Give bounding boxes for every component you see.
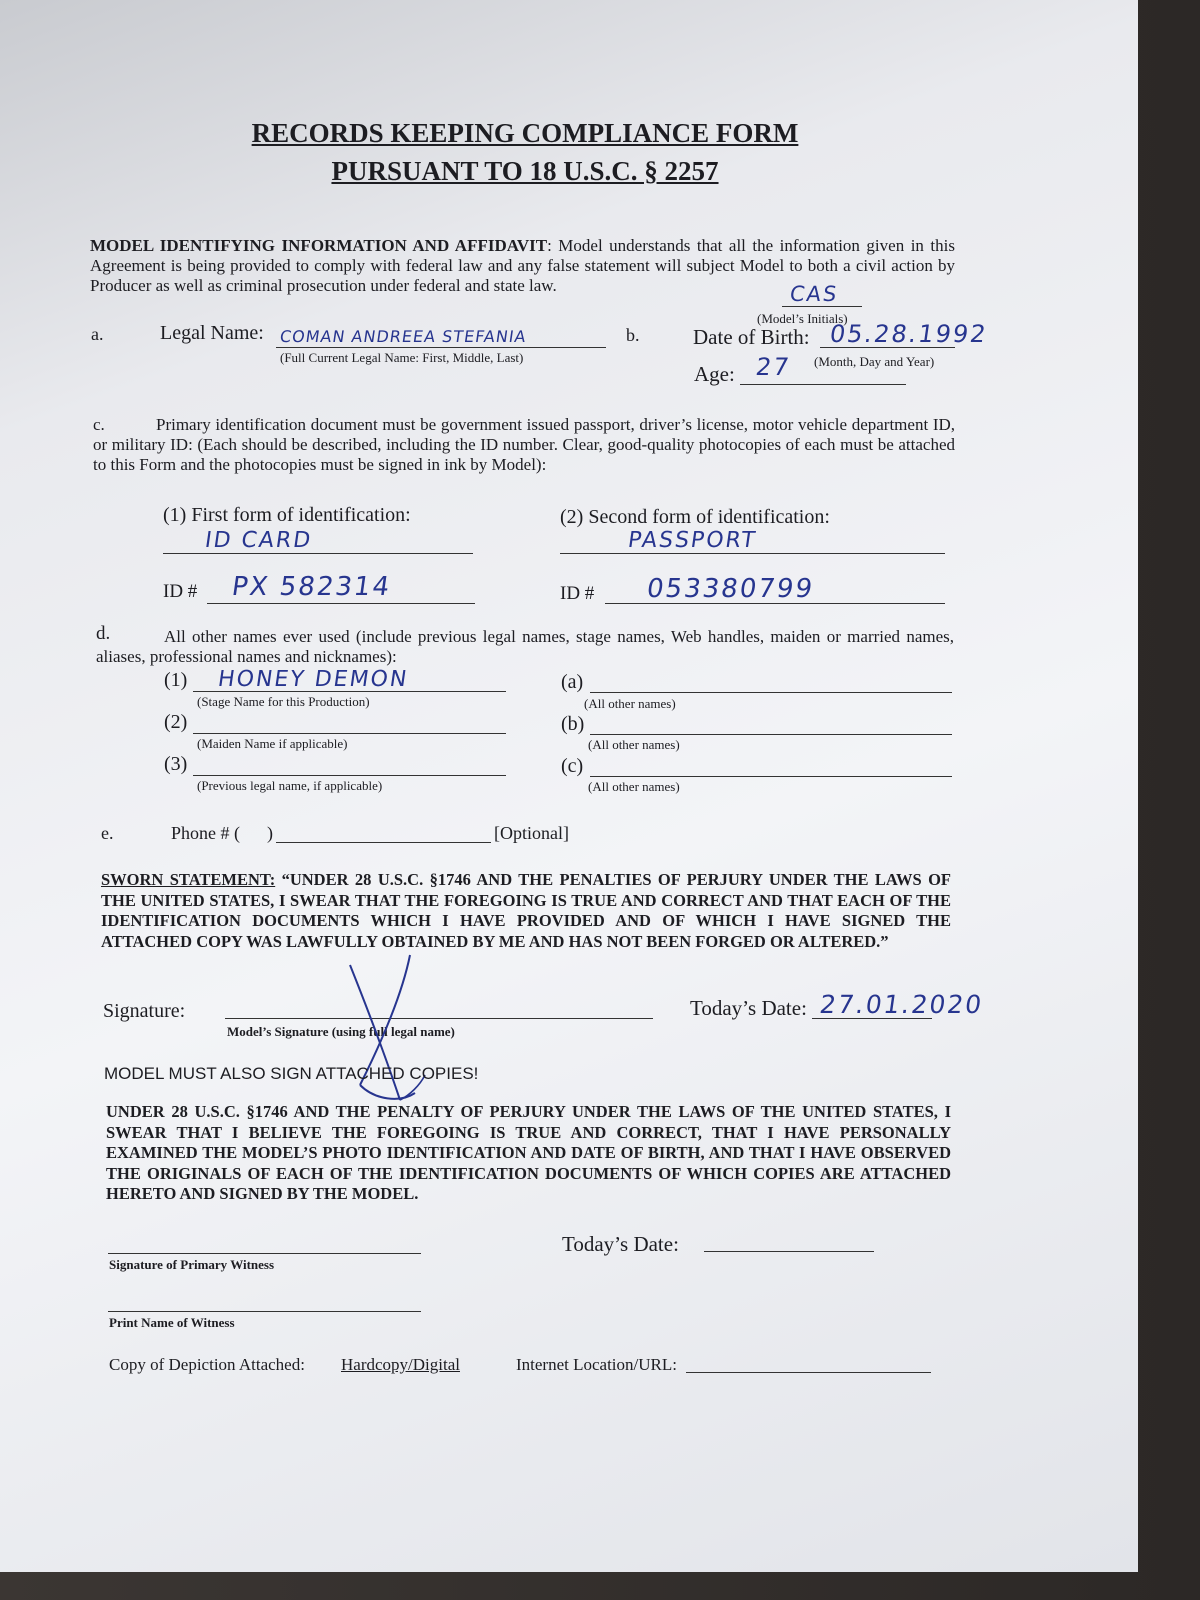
name3-marker: (3)	[164, 753, 188, 775]
witness-signature-caption: Signature of Primary Witness	[109, 1257, 275, 1272]
id1-number-line	[207, 603, 475, 604]
age-label: Age:	[694, 362, 735, 386]
sworn-statement	[101, 870, 951, 952]
item-d-marker: d.	[96, 623, 111, 644]
name-c-caption: (All other names)	[588, 779, 680, 794]
item-c-paragraph	[93, 415, 955, 475]
witness-print-caption: Print Name of Witness	[109, 1315, 235, 1330]
copy-value: Hardcopy/Digital	[341, 1355, 460, 1374]
name-b-caption: (All other names)	[588, 737, 680, 752]
id2-line	[560, 553, 945, 554]
witness-statement: UNDER 28 U.S.C. §1746 AND THE PENALTY OF PERJURY UNDER THE LAWS OF THE UNITED STATES, I SWEAR THAT I BELIEVE THE FOREGOING IS TRUE AND CORRECT, THAT I HAVE PERSONALLY EXAMINED THE MODEL’S PHOTO IDENTIFICATION AND DATE OF BIRTH, AND THAT I HAVE OBSERVED THE ORIGINALS OF EACH OF THE IDENTIFICATION DOCUMENTS OF WHICH COPIES ARE ATTACHED HERETO AND SIGNED BY THE MODEL.	[106, 1102, 951, 1203]
form-title-line2: PURSUANT TO 18 U.S.C. § 2257	[331, 156, 719, 186]
url-line	[686, 1372, 931, 1373]
id2-value: PASSPORT	[626, 528, 759, 553]
must-sign-notice: MODEL MUST ALSO SIGN ATTACHED COPIES!	[104, 1064, 479, 1083]
form-title-line1: RECORDS KEEPING COMPLIANCE FORM	[251, 118, 799, 148]
dob-label: Date of Birth:	[693, 325, 810, 349]
url-label: Internet Location/URL:	[516, 1355, 677, 1374]
legal-name-value: COMAN ANDREEA STEFANIA	[278, 327, 528, 346]
sworn-text: “UNDER 28 U.S.C. §1746 AND THE PENALTIES OF PERJURY UNDER THE LAWS OF THE UNITED STATES, I SWEAR THAT THE FOREGOING IS TRUE AND CORRECT AND THAT EACH OF THE IDENTIFICATION DOCUMENTS WHICH I HAVE PROVIDED AND OF WHICH I HAVE SIGNED THE ATTACHED COPY WAS LAWFULLY OBTAINED BY ME AND HAS NOT BEEN FORGED OR ALTERED.”	[101, 870, 951, 951]
name-b-marker: (b)	[561, 713, 585, 735]
item-e-marker: e.	[101, 823, 114, 843]
name-a-line	[590, 692, 952, 693]
id1-number-label: ID #	[163, 581, 198, 602]
id1-value: ID CARD	[203, 528, 314, 553]
name2-line	[193, 733, 506, 734]
initials-line	[782, 306, 862, 307]
name-c-marker: (c)	[561, 755, 584, 777]
copy-label: Copy of Depiction Attached:	[109, 1355, 305, 1374]
name-c-line	[590, 776, 952, 777]
name1-value: HONEY DEMON	[216, 667, 411, 692]
name3-line	[193, 775, 506, 776]
name1-caption: (Stage Name for this Production)	[197, 694, 370, 709]
dob-line	[820, 347, 955, 348]
id2-number-label: ID #	[560, 583, 595, 604]
witness-today-label: Today’s Date:	[562, 1232, 679, 1256]
name2-marker: (2)	[164, 711, 188, 733]
name-a-marker: (a)	[561, 671, 584, 693]
item-d-text: All other names ever used (include previous legal names, stage names, Web handles, maiden or married names, aliases, professional names and nicknames):	[96, 627, 954, 666]
initials-value: CAS	[788, 282, 841, 306]
id1-number-value: PX 582314	[229, 572, 394, 602]
dob-caption: (Month, Day and Year)	[814, 354, 935, 369]
name1-marker: (1)	[164, 669, 188, 691]
witness-signature-line	[108, 1253, 421, 1254]
phone-label: Phone # ( )	[171, 823, 273, 843]
phone-optional: [Optional]	[494, 823, 569, 843]
id2-number-line	[605, 603, 945, 604]
signature-caption: Model’s Signature (using full legal name)	[227, 1024, 455, 1039]
today-line	[812, 1018, 932, 1019]
legal-name-label: Legal Name:	[160, 322, 264, 344]
name-a-caption: (All other names)	[584, 696, 676, 711]
age-value: 27	[754, 353, 793, 381]
legal-name-caption: (Full Current Legal Name: First, Middle, Last)	[280, 350, 524, 365]
item-c-text: Primary identification document must be government issued passport, driver’s license, motor vehicle department ID, or military ID: (Each should be described, including the ID number. Clear, good-quality photocopies of each must be attached to this Form and the photocopies must be signed in ink by Model):	[93, 415, 956, 474]
dob-value: 05.28.1992	[828, 320, 990, 348]
id2-number-value: 053380799	[644, 574, 816, 604]
item-c-marker: c.	[93, 415, 105, 434]
today-label: Today’s Date:	[690, 996, 807, 1020]
id1-label: (1) First form of identification:	[163, 504, 411, 526]
initials-caption: (Model’s Initials)	[757, 311, 848, 326]
legal-name-line	[276, 347, 606, 348]
name1-line	[193, 691, 506, 692]
name2-caption: (Maiden Name if applicable)	[197, 736, 348, 751]
name3-caption: (Previous legal name, if applicable)	[197, 778, 383, 793]
witness-today-line	[704, 1251, 874, 1252]
item-b-marker: b.	[626, 325, 640, 345]
intro-text: : Model understands that all the information given in this Agreement is being provided to comply with federal law and any false statement will subject Model to both a civil action by Producer as well as criminal prosecution under federal and state law.	[90, 236, 955, 295]
id1-line	[163, 553, 473, 554]
signature-label: Signature:	[103, 1000, 186, 1022]
name-b-line	[590, 734, 952, 735]
intro-heading: MODEL IDENTIFYING INFORMATION AND AFFIDAVIT	[90, 236, 548, 255]
witness-print-line	[108, 1311, 421, 1312]
today-value: 27.01.2020	[817, 990, 986, 1019]
phone-line	[276, 842, 491, 843]
sworn-heading: SWORN STATEMENT:	[101, 870, 276, 889]
id2-label: (2) Second form of identification:	[560, 506, 830, 528]
item-a-marker: a.	[91, 324, 104, 344]
age-line	[740, 384, 906, 385]
